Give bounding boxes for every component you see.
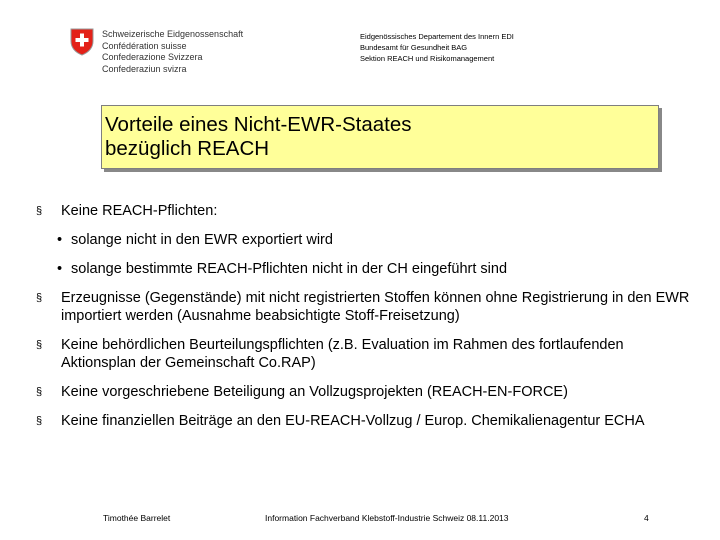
confederation-it: Confederazione Svizzera [102, 52, 203, 62]
bullet-text: Erzeugnisse (Gegenstände) mit nicht registrierten Stoffen können ohne Registrierung in den EWR importiert werden (Ausnahme beabsichtigte Stoff-Freisetzung) [61, 290, 690, 324]
sub-bullet-marker-icon: • [57, 261, 63, 277]
bullet-item [36, 336, 696, 372]
slide-title-line-1: Vorteile eines Nicht-EWR-Staates [105, 113, 412, 136]
bullet-item [36, 383, 696, 401]
sub-bullet-marker-icon: • [57, 232, 63, 248]
bullet-text: Keine vorgeschriebene Beteiligung an Vollzugsprojekten (REACH-EN-FORCE) [61, 384, 568, 400]
confederation-rm: Confederaziun svizra [102, 63, 187, 74]
bullet-marker-icon: § [36, 386, 43, 398]
department-block [360, 31, 514, 64]
slide-title-line-2: bezüglich REACH [105, 137, 270, 160]
swiss-cross-shield-icon [70, 28, 94, 56]
sub-bullet-item [36, 231, 696, 249]
slide-title [101, 105, 659, 169]
sub-bullet-text: solange nicht in den EWR exportiert wird [71, 232, 333, 248]
bullet-item [36, 202, 696, 220]
confederation-de: Schweizerische Eidgenossenschaft [102, 29, 244, 39]
confederation-fr: Confédération suisse [102, 40, 187, 51]
footer-author: Timothée Barrelet [103, 513, 171, 523]
bullet-marker-icon: § [36, 415, 43, 427]
sub-bullet-item [36, 260, 696, 278]
bullet-text: Keine REACH-Pflichten: [61, 203, 218, 219]
department-line-1: Eidgenössisches Departement des Innern EDI [360, 32, 514, 41]
sub-bullet-text: solange bestimmte REACH-Pflichten nicht in der CH eingeführt sind [71, 261, 508, 277]
bullet-list [36, 202, 696, 430]
confederation-names [102, 29, 243, 75]
bullet-text: Keine finanziellen Beiträge an den EU-REACH-Vollzug / Europ. Chemikalienagentur ECHA [61, 413, 645, 429]
bullet-item [36, 289, 696, 325]
footer-event: Information Fachverband Klebstoff-Industrie Schweiz 08.11.2013 [265, 513, 509, 523]
department-line-3: Sektion REACH und Risikomanagement [360, 54, 495, 63]
footer-page-number: 4 [644, 513, 649, 523]
bullet-marker-icon: § [36, 205, 43, 217]
bullet-marker-icon: § [36, 292, 43, 304]
bullet-item [36, 412, 696, 430]
bullet-marker-icon: § [36, 339, 43, 351]
department-line-2: Bundesamt für Gesundheit BAG [360, 43, 468, 52]
bullet-text: Keine behördlichen Beurteilungspflichten (z.B. Evaluation im Rahmen des fortlaufenden Aktionsplan der Gemeinschaft Co.RAP) [61, 337, 624, 371]
